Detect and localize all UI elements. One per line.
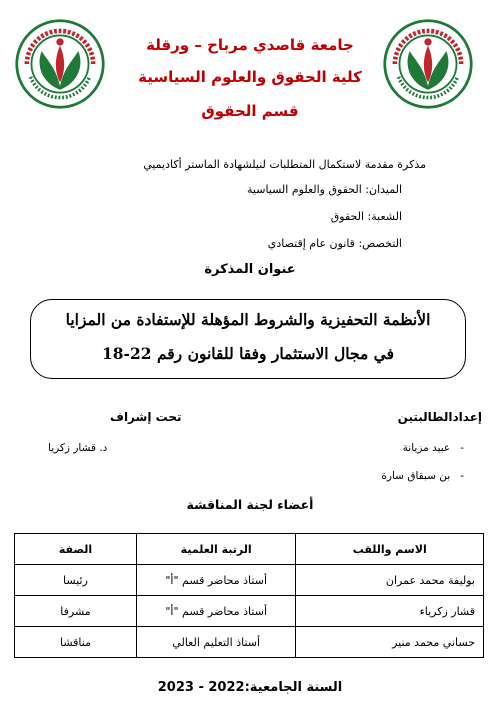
committee-table [14, 533, 484, 658]
column-header-role: الصفة [15, 534, 137, 565]
field-value: الحقوق والعلوم السياسية [247, 183, 362, 196]
field-label: الميدان: [365, 183, 402, 196]
specialty-label: التخصص: [358, 237, 402, 250]
memo-title-box [30, 299, 466, 379]
member-name: حساني محمد منير [296, 627, 484, 658]
table-row [15, 627, 484, 658]
list-bullet: - [460, 470, 464, 482]
member-role: رئيسا [15, 565, 137, 596]
students-heading: إعدادالطالبتين [397, 410, 482, 424]
table-header-row [15, 534, 484, 565]
column-header-rank: الرتبة العلمية [136, 534, 295, 565]
specialty-line [268, 237, 402, 250]
university-logo-right [382, 18, 474, 110]
table-row [15, 565, 484, 596]
member-name: بوليفة محمد عمران [296, 565, 484, 596]
member-role: مشرفا [15, 596, 137, 627]
supervisor-heading: تحت إشراف [110, 410, 182, 424]
supervisor-name: د. قشار زكريا [48, 442, 108, 454]
university-name: جامعة قاصدي مرباح – ورقلة [146, 36, 354, 54]
member-rank: أستاذ محاضر قسم "أ" [136, 596, 295, 627]
branch-label: الشعبة: [367, 210, 402, 223]
academic-year: السنة الجامعية:2022 - 2023 [157, 680, 343, 695]
field-line [247, 183, 402, 196]
list-bullet: - [460, 442, 464, 454]
department-name: قسم الحقوق [201, 102, 299, 120]
member-role: مناقشا [15, 627, 137, 658]
university-logo-left [14, 18, 106, 110]
member-rank: أستاذ محاضر قسم "أ" [136, 565, 295, 596]
branch-value: الحقوق [330, 210, 365, 223]
committee-heading: أعضاء لجنة المناقشة [186, 497, 314, 512]
memo-title-line-2: في مجال الاستثمار وفقا للقانون رقم 22-18 [101, 344, 395, 363]
specialty-value: قانون عام إقتصادي [267, 237, 355, 250]
column-header-name: الاسم واللقب [296, 534, 484, 565]
member-name: قشار زكرياء [296, 596, 484, 627]
student-name: -بن سبقاق سارة [381, 470, 464, 482]
memo-statement: مذكرة مقدمة لاستكمال المتطلبات لنيلشهادة الماستر أكاديميي [143, 158, 426, 171]
memo-title-label: عنوان المذكرة [204, 262, 296, 277]
table-row [15, 596, 484, 627]
student-name: -عبيد مزيانة [402, 442, 464, 454]
branch-line [331, 210, 402, 223]
faculty-name: كلية الحقوق والعلوم السياسية [138, 68, 362, 86]
member-rank: أستاذ التعليم العالي [136, 627, 295, 658]
committee-table-wrapper [14, 533, 484, 658]
memo-title-line-1: الأنظمة التحفيزية والشروط المؤهلة للإستفادة من المزايا [65, 310, 431, 329]
